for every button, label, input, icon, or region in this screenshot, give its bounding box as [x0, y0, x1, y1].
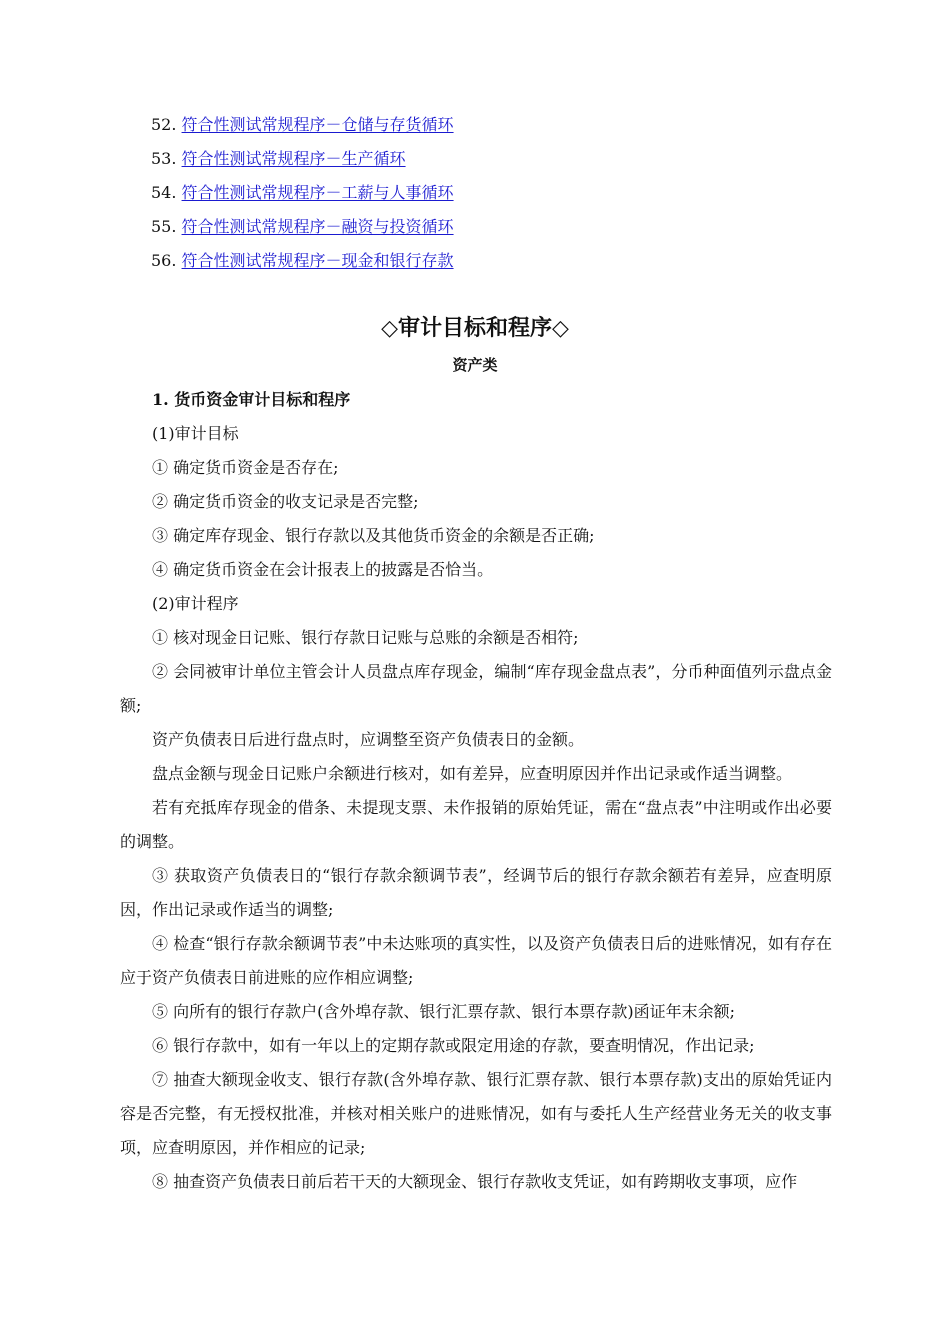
paragraph: ⑥ 银行存款中，如有一年以上的定期存款或限定用途的存款，要查明情况，作出记录;: [152, 1036, 755, 1055]
toc-item: [151, 248, 454, 282]
toc-item: [151, 214, 454, 248]
toc-item: [151, 146, 454, 180]
section-title: ◇审计目标和程序◇: [381, 315, 569, 341]
paragraph: 盘点金额与现金日记账户余额进行核对，如有差异，应查明原因并作出记录或作适当调整。: [152, 764, 793, 783]
toc-link[interactable]: 符合性测试常规程序－工薪与人事循环: [181, 183, 454, 202]
paragraph: ④ 检查“银行存款余额调节表”中未达账项的真实性，以及资产负债表日后的进账情况，如有存在应于资产负债表日前进账的应作相应调整;: [120, 934, 832, 987]
paragraph: ⑧ 抽查资产负债表日前后若干天的大额现金、银行存款收支凭证，如有跨期收支事项，应作: [152, 1172, 798, 1191]
paragraph: 若有充抵库存现金的借条、未提现支票、未作报销的原始凭证，需在“盘点表”中注明或作出必要的调整。: [120, 798, 832, 851]
toc-item: [151, 180, 454, 214]
paragraph: (2)审计程序: [152, 594, 239, 613]
paragraph: ⑦ 抽查大额现金收支、银行存款(含外埠存款、银行汇票存款、银行本票存款)支出的原始凭证内容是否完整，有无授权批准，并核对相关账户的进账情况，如有与委托人生产经营业务无关的收支事项，应查明原因，并作相应的记录;: [120, 1070, 832, 1157]
toc-link[interactable]: 符合性测试常规程序－融资与投资循环: [181, 217, 454, 236]
section-subtitle: 资产类: [452, 356, 498, 374]
toc-item-number: 52.: [151, 115, 177, 134]
paragraph: ③ 确定库存现金、银行存款以及其他货币资金的余额是否正确;: [152, 526, 595, 545]
paragraph: ④ 确定货币资金在会计报表上的披露是否恰当。: [152, 560, 494, 579]
paragraph: ② 会同被审计单位主管会计人员盘点库存现金，编制“库存现金盘点表”，分币种面值列示盘点金额;: [120, 662, 832, 715]
table-of-contents: [151, 112, 454, 282]
toc-link[interactable]: 符合性测试常规程序－仓储与存货循环: [181, 115, 454, 134]
toc-link[interactable]: 符合性测试常规程序－生产循环: [181, 149, 406, 168]
paragraph: ② 确定货币资金的收支记录是否完整;: [152, 492, 419, 511]
toc-item-number: 56.: [151, 251, 177, 270]
paragraph: ① 核对现金日记账、银行存款日记账与总账的余额是否相符;: [152, 628, 579, 647]
toc-item-number: 54.: [151, 183, 177, 202]
toc-item-number: 53.: [151, 149, 177, 168]
paragraph: ① 确定货币资金是否存在;: [152, 458, 339, 477]
subsection-heading: 1. 货币资金审计目标和程序: [152, 390, 351, 409]
paragraph: ⑤ 向所有的银行存款户(含外埠存款、银行汇票存款、银行本票存款)函证年末余额;: [152, 1002, 735, 1021]
body-text: [120, 383, 832, 1199]
toc-link[interactable]: 符合性测试常规程序－现金和银行存款: [181, 251, 454, 270]
toc-item-number: 55.: [151, 217, 177, 236]
paragraph: 资产负债表日后进行盘点时，应调整至资产负债表日的金额。: [152, 730, 585, 749]
toc-item: [151, 112, 454, 146]
paragraph: ③ 获取资产负债表日的“银行存款余额调节表”，经调节后的银行存款余额若有差异，应查明原因，作出记录或作适当的调整;: [120, 866, 832, 919]
paragraph: (1)审计目标: [152, 424, 239, 443]
